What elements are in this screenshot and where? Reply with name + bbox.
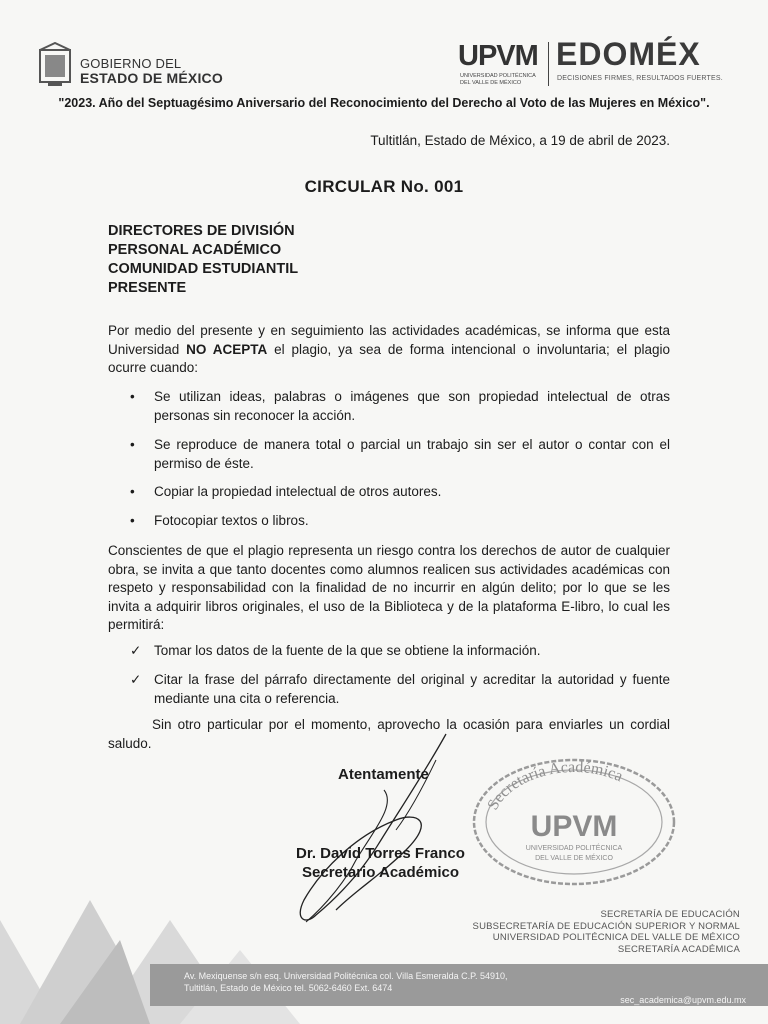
signer-name: Dr. David Torres Franco <box>296 845 465 862</box>
check-icon: ✓ <box>130 672 142 687</box>
signer-title: Secretario Académico <box>302 864 460 881</box>
bullet-icon: • <box>130 389 135 404</box>
recipient-line: PRESENTE <box>108 280 187 296</box>
bullet-icon: • <box>130 513 135 528</box>
intro-emphasis: NO ACEPTA <box>186 341 268 357</box>
recipient-line: DIRECTORES DE DIVISIÓN <box>108 223 295 239</box>
gov-line-1: GOBIERNO DEL <box>80 56 182 71</box>
department-line: SUBSECRETARÍA DE EDUCACIÓN SUPERIOR Y NORMAL <box>472 920 740 932</box>
address-line-2: Tultitlán, Estado de México tel. 5062-6460 Ext. 6474 <box>184 983 393 993</box>
upvm-logo: UPVM <box>458 40 538 72</box>
state-coat-of-arms-icon <box>36 42 74 88</box>
state-government-name <box>80 56 223 86</box>
edomex-logo: EDOMÉX <box>556 36 701 72</box>
stamp-sub-line-2: DEL VALLE DE MÉXICO <box>535 855 613 862</box>
gov-line-2: ESTADO DE MÉXICO <box>80 70 223 86</box>
list-item-text: Citar la frase del párrafo directamente del original y acreditar la autoridad y fuente mediante una cita o referencia. <box>154 672 670 706</box>
closing-paragraph: Sin otro particular por el momento, aprovecho la ocasión para enviarles un cordial saludo. <box>108 717 670 751</box>
department-line: SECRETARÍA DE EDUCACIÓN <box>600 909 740 920</box>
upvm-sub-line-1: UNIVERSIDAD POLITÉCNICA <box>460 73 536 79</box>
upvm-sub-line-2: DEL VALLE DE MÉXICO <box>460 80 522 86</box>
check-icon: ✓ <box>130 643 142 658</box>
recipient-line: PERSONAL ACADÉMICO <box>108 242 282 258</box>
intro-text-before: Por medio del presente y en seguimiento las actividades académicas, se informa que esta Universidad <box>108 323 670 357</box>
list-item-text: Tomar los datos de la fuente de la que se obtiene la información. <box>154 643 541 658</box>
footer-email-link[interactable]: sec_academica@upvm.edu.mx <box>620 995 746 1005</box>
circular-title: CIRCULAR No. 001 <box>304 177 464 196</box>
bullet-icon: • <box>130 437 135 452</box>
intro-text-after: el plagio, ya sea de forma intencional o involuntaria; el plagio ocurre cuando: <box>108 341 670 375</box>
recipients-block <box>108 222 298 298</box>
list-item-text: Fotocopiar textos o libros. <box>154 513 309 528</box>
signature-label: Atentamente <box>338 766 429 783</box>
stamp-logo: UPVM <box>530 810 618 843</box>
svg-text:Secretaría Académica <box>484 759 625 813</box>
stamp-sub-line-1: UNIVERSIDAD POLITÉCNICA <box>525 845 623 852</box>
recipient-line: COMUNIDAD ESTUDIANTIL <box>108 261 299 277</box>
official-stamp <box>470 756 678 888</box>
department-line: UNIVERSIDAD POLITÉCNICA DEL VALLE DE MÉXICO <box>492 932 740 943</box>
edomex-slogan: DECISIONES FIRMES, RESULTADOS FUERTES. <box>557 75 723 82</box>
address-line-1: Av. Mexiquense s/n esq. Universidad Politécnica col. Villa Esmeralda C.P. 54910, <box>184 971 508 981</box>
stamp-arc-text: Secretaría Académica <box>484 758 626 813</box>
year-motto: "2023. Año del Septuagésimo Aniversario del Reconocimiento del Derecho al Voto de las Mujeres en México". <box>58 96 710 110</box>
logo-divider <box>548 42 549 86</box>
upvm-logo-subtitle <box>460 73 536 87</box>
department-line: SECRETARÍA ACADÉMICA <box>617 943 740 955</box>
intro-paragraph <box>108 322 670 378</box>
bullet-icon: • <box>130 484 135 499</box>
footer-address <box>184 970 508 994</box>
rights-paragraph: Conscientes de que el plagio representa un riesgo contra los derechos de autor de cualquier obra, se invita a que tanto docentes como alumnos realicen sus actividades académicas con respeto y responsabilidad con la finalidad de no incurrir en algún delito; por lo que se les invita a adquirir libros originales, el uso de la Biblioteca y de la plataforma E-libro, lo cual les permitirá: <box>108 543 670 632</box>
list-item-text: Copiar la propiedad intelectual de otros autores. <box>154 484 442 499</box>
list-item-text: Se utilizan ideas, palabras o imágenes que son propiedad intelectual de otras personas sin reconocer la acción. <box>154 389 670 423</box>
department-block <box>473 909 740 955</box>
list-item-text: Se reproduce de manera total o parcial un trabajo sin ser el autor o contar con el permiso de éste. <box>154 437 670 471</box>
date-line: Tultitlán, Estado de México, a 19 de abril de 2023. <box>370 133 670 148</box>
